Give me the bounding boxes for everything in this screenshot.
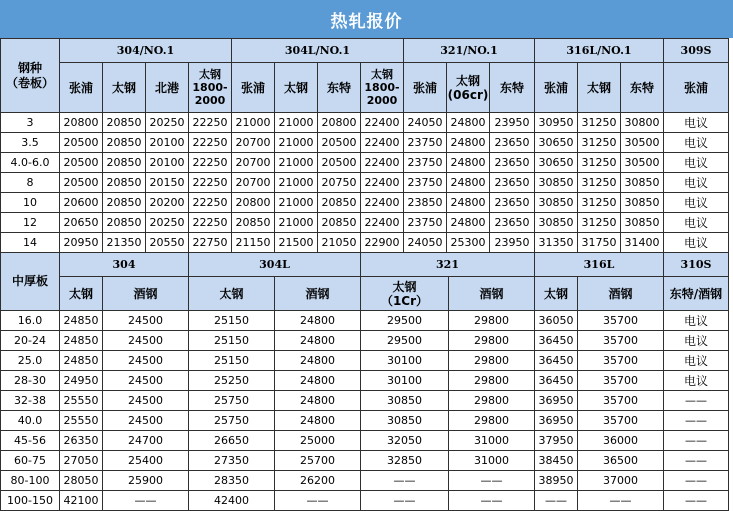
- plate-price-cell: 29800: [449, 371, 535, 391]
- plate-thickness-cell: 80-100: [1, 471, 60, 491]
- coil-price-row: [1, 213, 729, 233]
- coil-price-cell: 20700: [232, 153, 275, 173]
- plate-source-header: 酒钢: [275, 277, 361, 311]
- coil-price-cell: 23750: [404, 133, 447, 153]
- plate-grade-316l: 316L: [535, 253, 664, 277]
- coil-row-label: 钢种 （卷板）: [1, 39, 60, 113]
- plate-price-cell: 25550: [60, 391, 103, 411]
- plate-price-cell: 36450: [535, 371, 578, 391]
- plate-price-cell: 28050: [60, 471, 103, 491]
- coil-price-cell: 电议: [664, 213, 729, 233]
- plate-price-cell: 24950: [60, 371, 103, 391]
- plate-price-cell: 24850: [60, 311, 103, 331]
- coil-price-cell: 20850: [103, 153, 146, 173]
- coil-price-cell: 20500: [318, 133, 361, 153]
- coil-price-cell: 22250: [189, 213, 232, 233]
- plate-thickness-cell: 60-75: [1, 451, 60, 471]
- plate-price-row: [1, 411, 729, 431]
- plate-price-cell: 电议: [664, 331, 729, 351]
- coil-price-cell: 31250: [578, 173, 621, 193]
- coil-price-cell: 24800: [447, 133, 490, 153]
- plate-source-header: 酒钢: [449, 277, 535, 311]
- coil-price-cell: 30850: [621, 193, 664, 213]
- plate-grade-321: 321: [361, 253, 535, 277]
- plate-price-cell: 24500: [103, 411, 189, 431]
- plate-price-cell: 36950: [535, 391, 578, 411]
- coil-thickness-cell: 3: [1, 113, 60, 133]
- coil-grade-321: 321/NO.1: [404, 39, 535, 63]
- plate-price-cell: 36000: [578, 431, 664, 451]
- coil-price-cell: 20200: [146, 193, 189, 213]
- coil-price-cell: 20600: [60, 193, 103, 213]
- plate-price-cell: ——: [664, 491, 729, 511]
- coil-price-cell: 31250: [578, 213, 621, 233]
- coil-source-header: 太钢: [103, 63, 146, 113]
- coil-price-cell: 20800: [318, 113, 361, 133]
- plate-price-cell: 24500: [103, 371, 189, 391]
- coil-price-cell: 22250: [189, 153, 232, 173]
- coil-price-cell: 电议: [664, 193, 729, 213]
- plate-price-cell: ——: [664, 451, 729, 471]
- coil-price-cell: 22250: [189, 173, 232, 193]
- plate-price-cell: ——: [361, 491, 449, 511]
- coil-price-cell: 31250: [578, 193, 621, 213]
- plate-source-header: 东特/酒钢: [664, 277, 729, 311]
- plate-price-cell: 26200: [275, 471, 361, 491]
- coil-price-cell: 23750: [404, 173, 447, 193]
- coil-price-cell: 20650: [60, 213, 103, 233]
- plate-price-cell: 25750: [189, 391, 275, 411]
- coil-price-cell: 23650: [490, 213, 535, 233]
- coil-price-cell: 20500: [60, 153, 103, 173]
- coil-price-cell: 20500: [60, 173, 103, 193]
- coil-source-header: 太钢 (06cr): [447, 63, 490, 113]
- coil-price-cell: 电议: [664, 153, 729, 173]
- coil-price-cell: 20850: [103, 113, 146, 133]
- coil-grade-304l: 304L/NO.1: [232, 39, 404, 63]
- coil-price-row: [1, 133, 729, 153]
- plate-thickness-cell: 32-38: [1, 391, 60, 411]
- plate-price-cell: 24500: [103, 311, 189, 331]
- coil-price-cell: 24800: [447, 213, 490, 233]
- coil-price-cell: 22400: [361, 113, 404, 133]
- plate-price-cell: 35700: [578, 351, 664, 371]
- plate-price-cell: 37950: [535, 431, 578, 451]
- plate-source-header: 酒钢: [578, 277, 664, 311]
- coil-price-cell: 31350: [535, 233, 578, 253]
- coil-price-cell: 23650: [490, 133, 535, 153]
- coil-price-cell: 20750: [318, 173, 361, 193]
- plate-price-cell: 24500: [103, 331, 189, 351]
- coil-price-cell: 电议: [664, 233, 729, 253]
- coil-price-cell: 31250: [578, 113, 621, 133]
- coil-source-header: 张浦: [232, 63, 275, 113]
- coil-price-cell: 20550: [146, 233, 189, 253]
- coil-thickness-cell: 3.5: [1, 133, 60, 153]
- coil-source-header: 太钢: [578, 63, 621, 113]
- coil-price-cell: 30850: [535, 193, 578, 213]
- coil-price-cell: 21050: [318, 233, 361, 253]
- plate-price-cell: 24700: [103, 431, 189, 451]
- plate-price-cell: 30100: [361, 351, 449, 371]
- plate-thickness-cell: 25.0: [1, 351, 60, 371]
- coil-price-cell: 20700: [232, 133, 275, 153]
- coil-price-cell: 20250: [146, 213, 189, 233]
- plate-price-cell: ——: [664, 431, 729, 451]
- coil-price-cell: 23750: [404, 153, 447, 173]
- coil-price-cell: 20250: [146, 113, 189, 133]
- coil-price-cell: 电议: [664, 113, 729, 133]
- plate-thickness-cell: 100-150: [1, 491, 60, 511]
- coil-price-cell: 31400: [621, 233, 664, 253]
- plate-price-cell: 32050: [361, 431, 449, 451]
- coil-price-cell: 30950: [535, 113, 578, 133]
- coil-grade-316l: 316L/NO.1: [535, 39, 664, 63]
- coil-grade-309s: 309S: [664, 39, 729, 63]
- coil-source-header: 张浦: [664, 63, 729, 113]
- plate-price-cell: 25700: [275, 451, 361, 471]
- plate-price-cell: 35700: [578, 391, 664, 411]
- plate-price-cell: ——: [449, 471, 535, 491]
- coil-source-header: 北港: [146, 63, 189, 113]
- plate-price-cell: 29800: [449, 331, 535, 351]
- plate-price-cell: ——: [578, 491, 664, 511]
- sheet-title: 热轧报价: [0, 0, 733, 38]
- coil-price-cell: 24050: [404, 113, 447, 133]
- coil-source-header: 太钢 1800- 2000: [189, 63, 232, 113]
- plate-price-cell: 25150: [189, 331, 275, 351]
- plate-price-cell: 28350: [189, 471, 275, 491]
- plate-grade-304l: 304L: [189, 253, 361, 277]
- plate-price-cell: 24850: [60, 351, 103, 371]
- plate-price-row: [1, 331, 729, 351]
- plate-price-cell: ——: [664, 471, 729, 491]
- plate-price-cell: 35700: [578, 411, 664, 431]
- coil-price-cell: 24800: [447, 193, 490, 213]
- plate-price-row: [1, 391, 729, 411]
- coil-price-cell: 20800: [232, 193, 275, 213]
- plate-price-row: [1, 351, 729, 371]
- coil-price-row: [1, 173, 729, 193]
- coil-thickness-cell: 8: [1, 173, 60, 193]
- coil-price-cell: 20500: [60, 133, 103, 153]
- plate-price-row: [1, 371, 729, 391]
- coil-price-cell: 24800: [447, 173, 490, 193]
- plate-price-cell: 42100: [60, 491, 103, 511]
- plate-price-cell: 26350: [60, 431, 103, 451]
- plate-price-cell: 26650: [189, 431, 275, 451]
- coil-source-header: 张浦: [404, 63, 447, 113]
- coil-price-cell: 电议: [664, 133, 729, 153]
- plate-price-cell: 24500: [103, 351, 189, 371]
- coil-price-cell: 23950: [490, 233, 535, 253]
- coil-price-cell: 24050: [404, 233, 447, 253]
- plate-price-cell: 30100: [361, 371, 449, 391]
- plate-price-cell: 35700: [578, 371, 664, 391]
- plate-price-cell: 32850: [361, 451, 449, 471]
- plate-price-row: [1, 311, 729, 331]
- coil-price-cell: 21000: [232, 113, 275, 133]
- plate-price-cell: 29800: [449, 411, 535, 431]
- plate-price-cell: 24800: [275, 391, 361, 411]
- plate-thickness-cell: 45-56: [1, 431, 60, 451]
- coil-source-header: 东特: [621, 63, 664, 113]
- plate-price-cell: 29800: [449, 311, 535, 331]
- coil-price-cell: 21150: [232, 233, 275, 253]
- coil-price-cell: 22250: [189, 133, 232, 153]
- hot-rolled-coil-table: [0, 38, 729, 253]
- coil-source-header: 太钢: [275, 63, 318, 113]
- coil-price-cell: 30650: [535, 133, 578, 153]
- plate-price-cell: 29500: [361, 311, 449, 331]
- coil-price-cell: 23650: [490, 193, 535, 213]
- coil-price-cell: 30850: [535, 213, 578, 233]
- plate-price-cell: 电议: [664, 371, 729, 391]
- coil-price-row: [1, 193, 729, 213]
- coil-price-cell: 23850: [404, 193, 447, 213]
- coil-price-cell: 30850: [621, 213, 664, 233]
- coil-price-cell: 22900: [361, 233, 404, 253]
- medium-plate-table: [0, 252, 729, 511]
- plate-price-cell: ——: [449, 491, 535, 511]
- coil-price-cell: 20850: [318, 193, 361, 213]
- coil-price-cell: 20850: [232, 213, 275, 233]
- coil-price-cell: 21500: [275, 233, 318, 253]
- coil-source-header: 张浦: [535, 63, 578, 113]
- plate-price-cell: ——: [275, 491, 361, 511]
- plate-row-label: 中厚板: [1, 253, 60, 311]
- coil-price-cell: 21350: [103, 233, 146, 253]
- coil-price-row: [1, 233, 729, 253]
- coil-price-cell: 电议: [664, 173, 729, 193]
- coil-price-cell: 30850: [621, 173, 664, 193]
- plate-thickness-cell: 16.0: [1, 311, 60, 331]
- coil-grade-304: 304/NO.1: [60, 39, 232, 63]
- plate-price-cell: 25250: [189, 371, 275, 391]
- plate-price-cell: ——: [103, 491, 189, 511]
- plate-price-cell: 24500: [103, 391, 189, 411]
- coil-price-cell: 20150: [146, 173, 189, 193]
- plate-source-header: 太钢: [535, 277, 578, 311]
- coil-price-cell: 20500: [318, 153, 361, 173]
- coil-price-cell: 22400: [361, 173, 404, 193]
- plate-price-row: [1, 491, 729, 511]
- coil-price-cell: 20700: [232, 173, 275, 193]
- plate-price-cell: 25550: [60, 411, 103, 431]
- coil-thickness-cell: 14: [1, 233, 60, 253]
- plate-price-cell: 36500: [578, 451, 664, 471]
- plate-price-cell: 38950: [535, 471, 578, 491]
- plate-price-cell: 27350: [189, 451, 275, 471]
- plate-price-cell: 24800: [275, 351, 361, 371]
- plate-price-cell: ——: [664, 411, 729, 431]
- coil-price-cell: 23650: [490, 173, 535, 193]
- coil-price-cell: 31750: [578, 233, 621, 253]
- plate-price-cell: 24800: [275, 311, 361, 331]
- plate-price-cell: 30850: [361, 391, 449, 411]
- coil-price-cell: 31250: [578, 133, 621, 153]
- plate-grade-304: 304: [60, 253, 189, 277]
- plate-price-cell: 36450: [535, 351, 578, 371]
- coil-price-cell: 20100: [146, 153, 189, 173]
- coil-price-cell: 23750: [404, 213, 447, 233]
- coil-thickness-cell: 10: [1, 193, 60, 213]
- coil-price-cell: 22400: [361, 193, 404, 213]
- plate-grade-310s: 310S: [664, 253, 729, 277]
- plate-price-cell: 电议: [664, 351, 729, 371]
- plate-price-cell: 24850: [60, 331, 103, 351]
- plate-thickness-cell: 40.0: [1, 411, 60, 431]
- coil-price-cell: 20850: [103, 173, 146, 193]
- plate-price-cell: 42400: [189, 491, 275, 511]
- plate-price-cell: 25900: [103, 471, 189, 491]
- coil-price-cell: 30500: [621, 133, 664, 153]
- coil-source-header: 张浦: [60, 63, 103, 113]
- plate-thickness-cell: 28-30: [1, 371, 60, 391]
- coil-price-row: [1, 153, 729, 173]
- coil-source-header: 太钢 1800- 2000: [361, 63, 404, 113]
- coil-price-cell: 21000: [275, 213, 318, 233]
- plate-source-header: 太钢: [60, 277, 103, 311]
- coil-price-cell: 30800: [621, 113, 664, 133]
- plate-price-cell: 38450: [535, 451, 578, 471]
- coil-price-cell: 30650: [535, 153, 578, 173]
- plate-price-cell: 29800: [449, 351, 535, 371]
- plate-price-cell: 36050: [535, 311, 578, 331]
- plate-source-header: 太钢: [189, 277, 275, 311]
- plate-price-row: [1, 471, 729, 491]
- plate-price-cell: 29800: [449, 391, 535, 411]
- coil-price-cell: 30500: [621, 153, 664, 173]
- coil-price-cell: 24800: [447, 113, 490, 133]
- plate-price-cell: ——: [664, 391, 729, 411]
- plate-price-cell: 25150: [189, 311, 275, 331]
- coil-price-cell: 22400: [361, 153, 404, 173]
- plate-price-cell: 25750: [189, 411, 275, 431]
- coil-price-cell: 21000: [275, 153, 318, 173]
- plate-price-cell: 25400: [103, 451, 189, 471]
- coil-price-cell: 24800: [447, 153, 490, 173]
- coil-price-cell: 30850: [535, 173, 578, 193]
- coil-price-cell: 20850: [103, 133, 146, 153]
- plate-price-cell: ——: [535, 491, 578, 511]
- plate-price-cell: 29500: [361, 331, 449, 351]
- plate-price-cell: 24800: [275, 411, 361, 431]
- plate-price-row: [1, 451, 729, 471]
- coil-thickness-cell: 12: [1, 213, 60, 233]
- plate-price-cell: 25000: [275, 431, 361, 451]
- plate-price-cell: 31000: [449, 431, 535, 451]
- plate-price-cell: 35700: [578, 331, 664, 351]
- coil-price-cell: 20850: [318, 213, 361, 233]
- coil-price-cell: 25300: [447, 233, 490, 253]
- coil-price-cell: 20100: [146, 133, 189, 153]
- coil-thickness-cell: 4.0-6.0: [1, 153, 60, 173]
- coil-price-cell: 22750: [189, 233, 232, 253]
- coil-price-cell: 23650: [490, 153, 535, 173]
- plate-price-cell: 37000: [578, 471, 664, 491]
- plate-price-cell: 27050: [60, 451, 103, 471]
- plate-price-cell: 30850: [361, 411, 449, 431]
- coil-source-header: 东特: [318, 63, 361, 113]
- plate-thickness-cell: 20-24: [1, 331, 60, 351]
- coil-price-cell: 22400: [361, 213, 404, 233]
- coil-price-cell: 23950: [490, 113, 535, 133]
- plate-price-cell: ——: [361, 471, 449, 491]
- coil-price-cell: 21000: [275, 133, 318, 153]
- plate-price-cell: 25150: [189, 351, 275, 371]
- coil-price-cell: 22250: [189, 193, 232, 213]
- plate-price-cell: 35700: [578, 311, 664, 331]
- coil-price-cell: 22250: [189, 113, 232, 133]
- plate-price-cell: 36450: [535, 331, 578, 351]
- coil-price-cell: 21000: [275, 113, 318, 133]
- plate-source-header: 太钢 （1Cr）: [361, 277, 449, 311]
- coil-price-cell: 21000: [275, 193, 318, 213]
- coil-source-header: 东特: [490, 63, 535, 113]
- plate-price-cell: 36950: [535, 411, 578, 431]
- plate-source-header: 酒钢: [103, 277, 189, 311]
- plate-price-cell: 31000: [449, 451, 535, 471]
- coil-price-cell: 22400: [361, 133, 404, 153]
- coil-price-cell: 20800: [60, 113, 103, 133]
- coil-price-cell: 20950: [60, 233, 103, 253]
- plate-price-cell: 24800: [275, 331, 361, 351]
- coil-price-cell: 21000: [275, 173, 318, 193]
- plate-price-row: [1, 431, 729, 451]
- plate-price-cell: 电议: [664, 311, 729, 331]
- plate-price-cell: 24800: [275, 371, 361, 391]
- coil-price-cell: 31250: [578, 153, 621, 173]
- coil-price-cell: 20850: [103, 213, 146, 233]
- coil-price-cell: 20850: [103, 193, 146, 213]
- coil-price-row: [1, 113, 729, 133]
